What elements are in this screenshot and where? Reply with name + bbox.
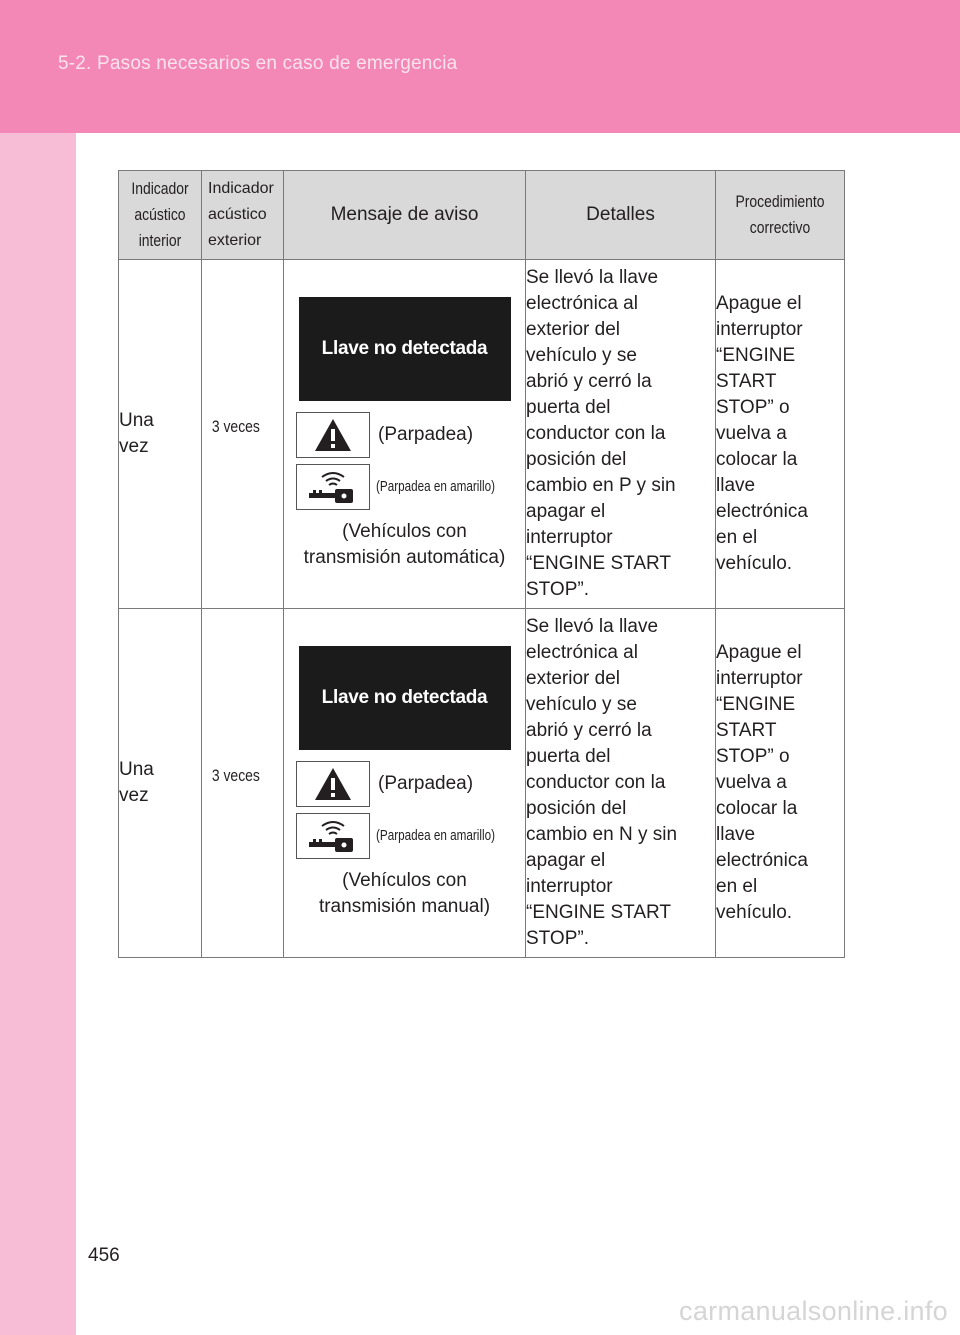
key-indicator: (Parpadea en amarillo): [296, 810, 525, 862]
interior-buzzer-cell: Una vez: [119, 260, 202, 609]
table-row: [119, 260, 845, 609]
col-exterior-buzzer: Indicador acústico exterior: [202, 171, 284, 260]
warning-message-cell: [284, 609, 526, 958]
col-details: Detalles: [526, 171, 716, 260]
procedure-cell: Apague el interruptor “ENGINE START STOP” o vuelva a colocar la llave electrónica en el vehículo.: [716, 609, 845, 958]
left-margin-bar: [0, 133, 76, 1335]
col-procedure: Procedimiento correctivo: [716, 171, 845, 260]
warning-table: [118, 170, 845, 958]
warning-message-cell: [284, 260, 526, 609]
display-screen: Llave no detectada: [299, 646, 511, 750]
key-indicator: (Parpadea en amarillo): [296, 461, 525, 513]
smart-key-icon: [296, 813, 370, 859]
table-header-row: [119, 171, 845, 260]
details-cell: Se llevó la llave electrónica al exterior del vehículo y se abrió y cerró la puerta del conductor con la posición del cambio en P y sin apagar el interruptor “ENGINE START STOP”.: [526, 260, 716, 609]
exterior-buzzer-cell: 3 veces: [202, 609, 284, 958]
page-number: 456: [88, 1245, 120, 1266]
procedure-cell: Apague el interruptor “ENGINE START STOP” o vuelva a colocar la llave electrónica en el vehículo.: [716, 260, 845, 609]
details-cell: Se llevó la llave electrónica al exterior del vehículo y se abrió y cerró la puerta del conductor con la posición del cambio en N y sin apagar el interruptor “ENGINE START STOP”.: [526, 609, 716, 958]
col-warning-message: Mensaje de aviso: [284, 171, 526, 260]
smart-key-icon: [296, 464, 370, 510]
warning-indicator: (Parpadea): [296, 409, 525, 461]
col-interior-buzzer: Indicador acústico interior: [119, 171, 202, 260]
vehicle-note: (Vehículos con transmisión manual): [318, 870, 491, 917]
section-title: 5-2. Pasos necesarios en caso de emergencia: [58, 53, 458, 74]
vehicle-note: (Vehículos con transmisión automática): [303, 521, 506, 568]
display-screen: Llave no detectada: [299, 297, 511, 401]
interior-buzzer-cell: Una vez: [119, 609, 202, 958]
warning-triangle-icon: [296, 412, 370, 458]
table-row: [119, 609, 845, 958]
warning-indicator: (Parpadea): [296, 758, 525, 810]
exterior-buzzer-cell: 3 veces: [202, 260, 284, 609]
warning-triangle-icon: [296, 761, 370, 807]
watermark: carmanualsonline.info: [679, 1296, 948, 1326]
